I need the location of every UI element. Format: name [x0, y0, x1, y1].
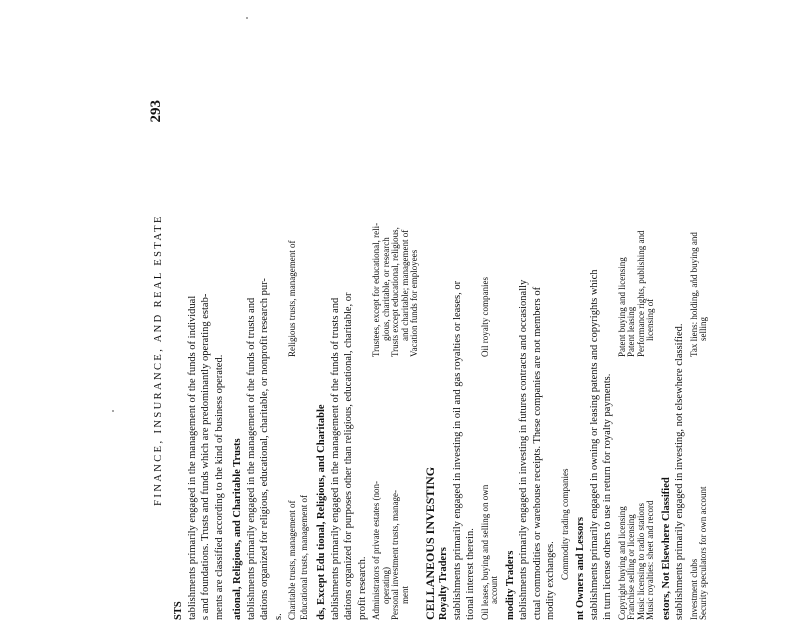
definition-line: stablishments primarily engaged in investing, not elsewhere classified.: [674, 323, 685, 620]
index-column-right: [288, 100, 311, 363]
definition-line: tablishments primarily engaged in the management of the funds of trusts and: [329, 297, 341, 620]
index-item: Commodity trading companies: [559, 468, 570, 580]
scan-speck: [112, 410, 114, 412]
page-number: 293: [148, 100, 164, 123]
section-heading-charitable-trusts: ational, Religious, and Charitable Trusts: [232, 438, 243, 620]
definition-line: tional interest therein.: [465, 528, 476, 620]
major-group-heading: CELLANEOUS INVESTING: [422, 466, 437, 620]
index-items: [690, 100, 709, 620]
index-item: Music licensing to radio stations: [635, 503, 646, 620]
definition-line: modity exchanges.: [545, 541, 556, 620]
index-item: Personal investment trusts, manage-: [390, 490, 400, 620]
index-item: Administrators of private estates (non-: [371, 481, 381, 620]
section-heading-patent-owners: nt Owners and Lessors: [575, 517, 586, 620]
definition-line: stablishments primarily engaged in owning or leasing patents and copyrights which: [588, 269, 600, 620]
index-item-continued: operating): [380, 567, 391, 604]
index-column-left: [618, 363, 656, 620]
definition-line: ctual commodities or warehouse receipts. These companies are not members of: [531, 286, 543, 620]
index-item-continued: account: [489, 576, 499, 604]
index-item-continued: ment: [399, 586, 410, 604]
definition-line: profit research.: [356, 556, 368, 620]
index-item: Security speculators for own account: [698, 486, 708, 620]
index-items: [288, 100, 311, 620]
definition-line: s and foundations. Trusts and funds which are predominantly operating estab-: [200, 293, 211, 620]
index-items: [561, 100, 571, 620]
definition-line: tablishments primarily engaged in investing in futures contracts and occasionally: [518, 279, 529, 620]
section-heading-trusts: STS: [173, 601, 184, 620]
scan-speck: [246, 17, 248, 19]
definition-line: in turn license others to use in return for royalty payments.: [602, 373, 613, 620]
index-item: Tax liens: holding, and buying and: [688, 232, 699, 357]
scanned-page: [148, 100, 708, 620]
section-heading-oil-royalty: Royalty Traders: [438, 547, 449, 620]
index-item: Oil leases, buying and selling on own: [479, 484, 490, 620]
index-item: Charitable trusts, management of: [287, 500, 297, 620]
index-item: Vacation funds for employees: [409, 249, 419, 357]
definition-line: tablishments primarily engaged in the management of the funds of trusts and: [245, 297, 257, 620]
index-column-left: [288, 363, 311, 620]
index-item: Trustees, except for educational, reli-: [371, 222, 381, 357]
definition-line: ments are classified according to the kind of business operated.: [213, 354, 225, 620]
index-item-continued: selling: [698, 317, 708, 341]
index-column-left: [690, 363, 709, 620]
index-items: [481, 100, 500, 620]
index-item: Investment clubs: [688, 558, 699, 620]
index-item: Educational trusts, management of: [298, 495, 309, 620]
index-column-left: [561, 100, 571, 620]
section-heading-commodity-traders: modity Traders: [504, 550, 516, 620]
index-item: Patent buying and licensing: [616, 257, 627, 357]
section-heading-trusts-except: ds, Except Edu tional, Religious, and Charitable: [316, 404, 327, 620]
index-item-continued: licensing of: [645, 298, 655, 341]
index-column-left: [481, 363, 500, 620]
index-item: Performance rights, publishing and: [635, 230, 646, 357]
index-column-right: [618, 100, 656, 363]
definition-line: s.: [272, 613, 284, 620]
index-item: Patent leasing: [626, 306, 636, 357]
index-item-continued: gious, charitable, or research: [380, 237, 391, 341]
definition-line: stablishments primarily engaged in investing in oil and gas royalties or leases, or: [451, 280, 463, 620]
page-header: [150, 100, 166, 620]
index-item: Trusts except educational, religious,: [390, 227, 400, 357]
running-head: FINANCE, INSURANCE, AND REAL ESTATE: [153, 214, 164, 506]
index-item: Copyright buying and licensing: [616, 506, 627, 620]
index-column-right: [372, 100, 420, 363]
index-item: Franchise selling or licensing: [626, 514, 636, 620]
index-column-right: [690, 100, 709, 363]
definition-line: dations organized for purposes other than religious, educational, charitable, or: [343, 292, 354, 620]
index-column-right: [481, 100, 500, 363]
index-items: [618, 100, 656, 620]
definition-line: dations organized for religious, educational, charitable, or nonprofit research pur-: [259, 278, 270, 620]
index-item: Music royalties: sheet and record: [645, 500, 655, 620]
index-item: Religious trusts, management of: [287, 240, 297, 357]
index-items: [372, 100, 420, 620]
index-item-continued: and charitable; management of: [399, 229, 410, 341]
page-body: [172, 100, 713, 620]
index-column-left: [372, 363, 420, 620]
index-item: Oil royalty companies: [479, 277, 490, 357]
section-heading-investors-nec: estors, Not Elsewhere Classified: [660, 477, 672, 620]
definition-line: tablishments primarily engaged in the management of the funds of individual: [186, 295, 198, 620]
